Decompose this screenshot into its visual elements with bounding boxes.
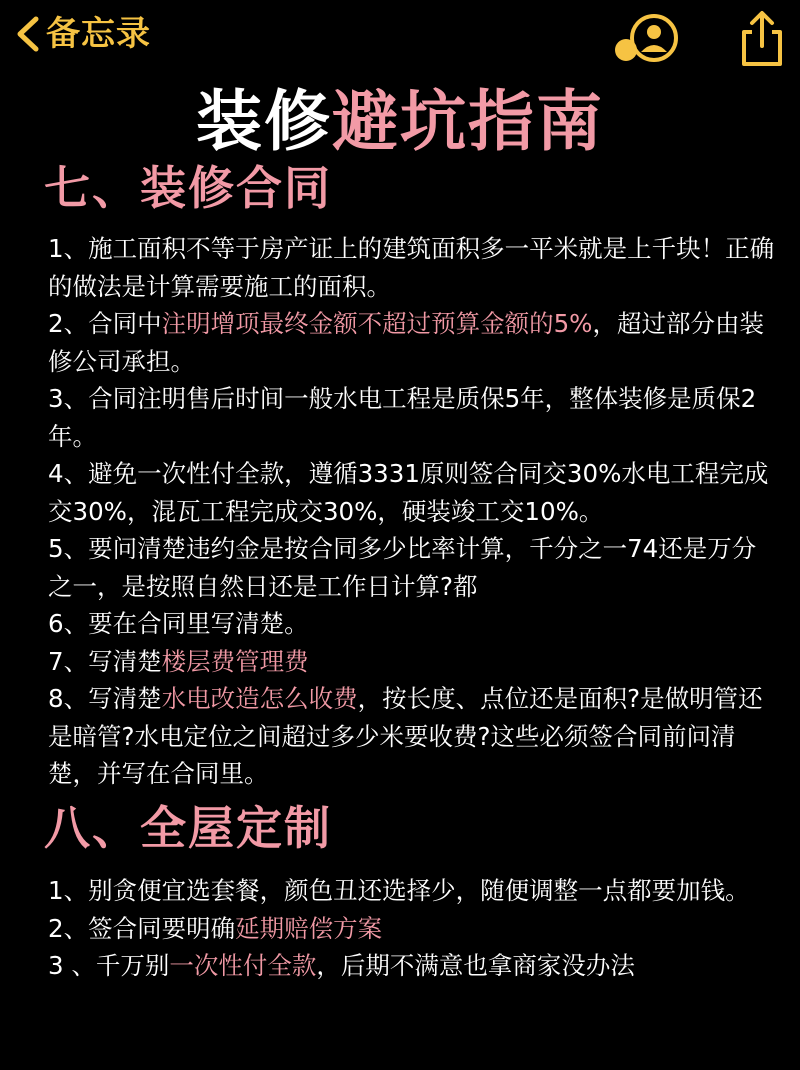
- item-text: 7、写清楚: [48, 646, 162, 676]
- share-icon[interactable]: [738, 10, 786, 68]
- navigation-bar: [0, 0, 800, 84]
- item-text: 1、施工面积不等于房产证上的建筑面积多一平米就是上千块！正确的做法是计算需要施工的面积。: [48, 234, 775, 301]
- list-item: [48, 305, 778, 380]
- item-text: 3 、千万别: [48, 951, 170, 980]
- list-item: [48, 643, 778, 681]
- item-text: 3、合同注明售后时间一般水电工程是质保5年，整体装修是质保2年。: [48, 384, 757, 451]
- item-text-after: ，后期不满意也拿商家没办法: [316, 951, 635, 980]
- item-highlight: 注明增项最终金额不超过预算金额的5%: [161, 309, 593, 338]
- item-text: 1、别贪便宜选套餐，颜色丑还选择少，随便调整一点都要加钱。: [48, 876, 750, 905]
- item-highlight: 楼层费管理费: [161, 646, 309, 676]
- list-item: [48, 455, 778, 530]
- item-text: 5、要问清楚违约金是按合同多少比率计算，千分之一74还是万分之一，是按照自然日还是工作日计算?都: [48, 534, 757, 601]
- item-text: 4、避免一次性付全款，遵循3331原则签合同交30%水电工程完成交30%，混瓦工程完成交30%，硬装竣工交10%。: [48, 459, 769, 526]
- chevron-left-icon: [14, 15, 42, 53]
- section-heading-contract: 七、装修合同: [44, 161, 332, 215]
- contract-tips-list: [48, 230, 778, 793]
- collaborate-icon[interactable]: [612, 14, 680, 64]
- list-item: [48, 530, 778, 605]
- list-item: [48, 872, 778, 910]
- section-heading-custom-furniture: 八、全屋定制: [44, 801, 332, 855]
- list-item: [48, 680, 778, 793]
- back-label: 备忘录: [46, 14, 151, 54]
- list-item: [48, 910, 778, 948]
- item-highlight: 一次性付全款: [169, 951, 317, 980]
- back-button[interactable]: [14, 14, 151, 54]
- item-text-after: ，按长度、点位还是面积?是做明管还是暗管?水电定位之间超过多少米要收费?这些必须签合同前问清楚，并写在合同里。: [48, 684, 763, 788]
- item-text: 6、要在合同里写清楚。: [48, 609, 309, 638]
- custom-furniture-tips-list: [48, 872, 778, 985]
- list-item: [48, 947, 778, 985]
- item-text: 8、写清楚: [48, 684, 162, 713]
- list-item: [48, 605, 778, 643]
- item-text: 2、合同中: [48, 309, 162, 338]
- list-item: [48, 380, 778, 455]
- list-item: [48, 230, 778, 305]
- item-text: 2、签合同要明确: [48, 913, 236, 943]
- title-white-part: 装修: [196, 83, 332, 160]
- item-highlight: 延期赔偿方案: [235, 913, 383, 943]
- item-highlight: 水电改造怎么收费: [161, 684, 358, 713]
- title-pink-part: 避坑指南: [332, 83, 604, 160]
- page-title: [0, 82, 800, 162]
- item-text-after: ，超过部分由装修公司承担。: [48, 309, 764, 376]
